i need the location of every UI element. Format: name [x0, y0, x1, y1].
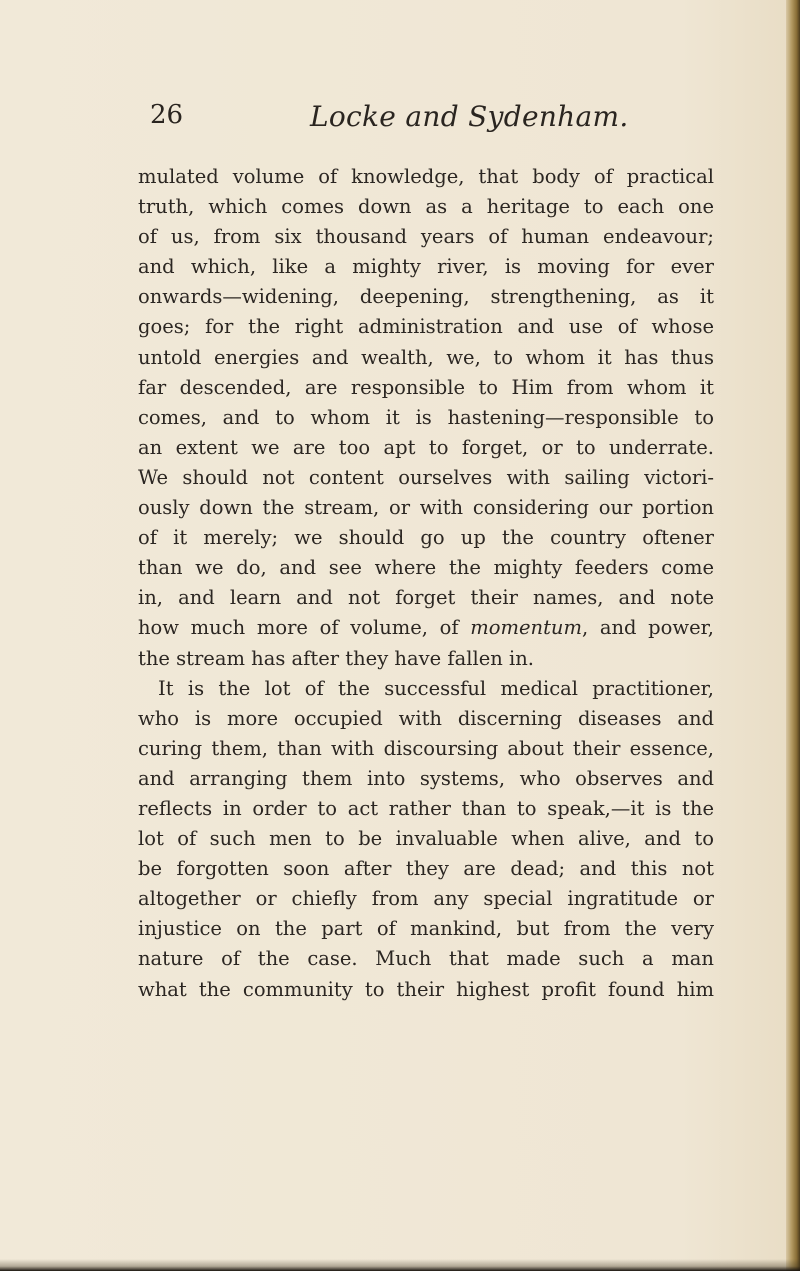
text-line: reflects in order to act rather than to speak,—it is the [138, 796, 714, 820]
text-line: and which, like a mighty river, is moving for ever [138, 255, 714, 279]
text-line: onwards—widening, deepening, strengthening, as it [138, 285, 714, 309]
text-line: than we do, and see where the mighty feeders come [138, 556, 714, 580]
italic-word: momentum [470, 616, 582, 640]
text-line: ously down the stream, or with considering our portion [138, 496, 714, 520]
text-line: be forgotten soon after they are dead; and this not [138, 857, 714, 881]
text-line: in, and learn and not forget their names, and note [138, 586, 714, 610]
text-line: goes; for the right administration and use of whose [138, 315, 714, 339]
text-line: curing them, than with discoursing about their essence, [138, 736, 714, 760]
page-header [150, 100, 750, 140]
page-bottom-edge [0, 1259, 800, 1271]
text-line: an extent we are too apt to forget, or to underrate. [138, 435, 714, 459]
text-line: injustice on the part of mankind, but from the very [138, 917, 714, 941]
text-line: of it merely; we should go up the country oftener [138, 526, 714, 550]
paragraph-start-line: It is the lot of the successful medical practitioner, [158, 676, 714, 700]
text-segment: , and power, [581, 616, 714, 640]
text-line-momentum [138, 613, 714, 643]
text-line: and arranging them into systems, who observes and [138, 766, 714, 790]
page-number: 26 [150, 100, 184, 130]
text-segment: how much more of volume, of [138, 616, 471, 640]
text-line: lot of such men to be invaluable when alive, and to [138, 827, 714, 851]
text-line: truth, which comes down as a heritage to each one [138, 195, 714, 219]
text-line: untold energies and wealth, we, to whom it has thus [138, 345, 714, 369]
text-line: of us, from six thousand years of human endeavour; [138, 225, 714, 249]
text-line: comes, and to whom it is hastening—responsible to [138, 405, 714, 429]
running-head: Locke and Sydenham. [310, 100, 629, 133]
paragraph-end-line: the stream has after they have fallen in. [138, 646, 534, 670]
text-line: nature of the case. Much that made such a man [138, 947, 714, 971]
text-line: altogether or chiefly from any special ingratitude or [138, 887, 714, 911]
text-line: what the community to their highest profit found him [138, 977, 714, 1001]
book-spine-edge [786, 0, 800, 1271]
text-line: who is more occupied with discerning diseases and [138, 706, 714, 730]
body-text [138, 162, 714, 1005]
text-line: We should not content ourselves with sailing victori- [138, 465, 714, 489]
text-line: mulated volume of knowledge, that body of practical [138, 165, 714, 188]
text-line: far descended, are responsible to Him from whom it [138, 375, 714, 399]
